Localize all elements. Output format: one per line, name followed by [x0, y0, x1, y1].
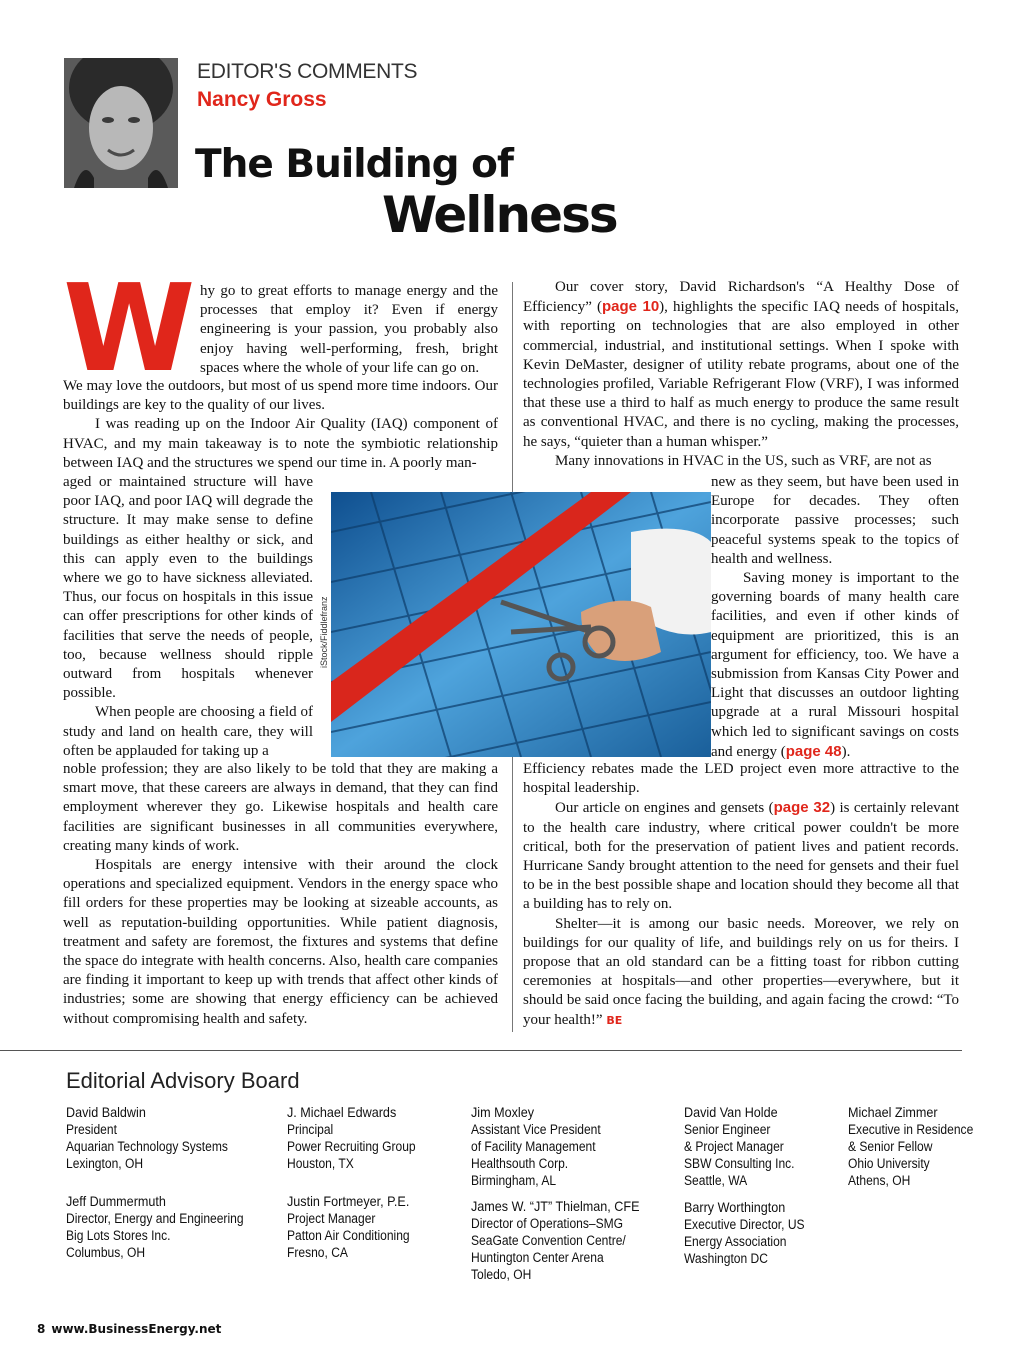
left-column-narrow [63, 473, 313, 761]
cover-story-paragraph: Our cover story, David Richardson's “A Healthy Dose of Efficiency” (page 10), highlights the specific IAQ needs of hospitals, with reporting on technologies that are also employed in other commercial, industrial, and institutional settings. When I spoke with Kevin DeMaster, designer of utility rebate programs, about one of the technologies profiled, Variable Refrigerant Flow (VRF), I was informed that these use a third to half as much energy to produce the same result as conventional HVAC, and there is no cycling, making the processes, he says, “quieter than a human whisper.” [523, 279, 959, 450]
page-number: 8 [37, 1322, 46, 1336]
photo-credit: iStock/Fiddlefranz [319, 596, 329, 668]
careers-paragraph-start: When people are choosing a field of study and land on health care, they will often be applauded for taking up a [63, 704, 313, 759]
author-photo [64, 58, 178, 188]
board-divider [0, 1050, 962, 1051]
page-48-link[interactable]: page 48 [785, 742, 842, 760]
end-mark: BE [606, 1013, 623, 1027]
intro-text-narrow [200, 282, 498, 378]
right-column-narrow [711, 473, 959, 762]
right-column-lower [523, 760, 959, 1030]
careers-paragraph-end: noble profession; they are also likely to be told that they are making a smart move, that these careers are always in demand, that they can find employment wherever they go. Likewise hospitals and health care facilities are significant businesses in all communities everywhere, creating many kinds of work. [63, 761, 498, 854]
iaq-paragraph-start: I was reading up on the Indoor Air Quality (IAQ) component of HVAC, and my main takeaway is to note the symbiotic relationship between IAQ and the structures we spend our time in. A poorly man- [63, 416, 498, 471]
section-kicker: EDITOR'S COMMENTS [197, 60, 418, 83]
iaq-paragraph-end: aged or maintained structure will have poor IAQ, and poor IAQ will degrade the structure. It may make sense to define buildings as either healthy or sick, and this can apply even to the buildings where we go to have sickness alleviated. Thus, our focus on hospitals in this issue can offer prescriptions for other kinds of facilities that serve the needs of people, too, because wellness should ripple outward from hospitals whenever possible. [63, 474, 313, 702]
board-member: James W. “JT” Thielman, CFE Director of Operations–SMG SeaGate Convention Centre/ Huntington Center Arena Toledo, OH [471, 1198, 640, 1282]
savings-paragraph-end: Efficiency rebates made the LED project even more attractive to the hospital leadership. [523, 761, 959, 797]
board-title: Editorial Advisory Board [66, 1068, 300, 1093]
page-footer [37, 1322, 221, 1336]
page-32-link[interactable]: page 32 [773, 799, 831, 817]
left-column-lower [63, 760, 498, 1029]
board-member: Michael Zimmer Executive in Residence & Senior Fellow Ohio University Athens, OH [848, 1104, 974, 1188]
intro-paragraph-end: We may love the outdoors, but most of us spend more time indoors. Our buildings are key to the quality of our lives. [63, 378, 498, 414]
closing-paragraph: Shelter—it is among our basic needs. Moreover, we rely on buildings for our quality of life, and buildings rely on us for theirs. I propose that an old standard can be a fitting toast for ribbon cutting ceremonies at hospitals—and other properties—everywhere, but it should be said once facing the building, and again facing the crowd: “To your health!” BE [523, 915, 959, 1028]
board-member: Jeff Dummermuth Director, Energy and Engineering Big Lots Stores Inc. Columbus, OH [66, 1193, 244, 1260]
headline-line-1: The Building of [195, 142, 513, 187]
right-column-upper [523, 278, 959, 471]
intro-paragraph-start: hy go to great efforts to manage energy and the processes that employ it? Even if energy engineering is your passion, you probably also enjoy having well-performing, fresh, bright spaces where the whole of your life can go on. [200, 283, 498, 376]
gensets-paragraph: Our article on engines and gensets (page 32) is certainly relevant to the health care industry, where critical power couldn't be more critical, both for the preservation of patient lives and patient records. Hurricane Sandy brought attention to the need for gensets and their fuel to be in the best possible shape and location should they become all that a building has to rely on. [523, 799, 959, 913]
board-member: Justin Fortmeyer, P.E. Project Manager Patton Air Conditioning Fresno, CA [287, 1193, 410, 1260]
savings-paragraph-start: Saving money is important to the governing boards of many health care facilities, and even if other kinds of equipment are prioritized, this is an argument for efficiency, too. We have a submission from Kansas City Power and Light that discusses an outdoor lighting upgrade at a rural Missouri hospital which led to significant savings on costs and energy (page 48). [711, 570, 959, 760]
board-member: J. Michael Edwards Principal Power Recruiting Group Houston, TX [287, 1104, 416, 1171]
board-member: Jim Moxley Assistant Vice President of Facility Management Healthsouth Corp. Birmingham, AL [471, 1104, 601, 1188]
drop-cap: W [63, 260, 190, 399]
footer-url[interactable]: www.BusinessEnergy.net [51, 1322, 222, 1336]
vrf-paragraph-end: new as they seem, but have been used in Europe for decades. They often incorporate passive processes; such peaceful systems speak to the topics of health and wellness. [711, 474, 959, 567]
page-10-link[interactable]: page 10 [601, 298, 660, 316]
board-member: David Baldwin President Aquarian Technology Systems Lexington, OH [66, 1104, 228, 1171]
board-member: Barry Worthington Executive Director, US Energy Association Washington DC [684, 1199, 805, 1266]
ribbon-cutting-image [331, 492, 711, 757]
headline-line-2: Wellness [382, 186, 617, 244]
hospitals-paragraph: Hospitals are energy intensive with their around the clock operations and specialized equipment. Vendors in the energy space who fill orders for these properties may be looking at sizeable accounts, as well as reputation-building opportunities. While patient diagnosis, treatment and safety are foremost, the fixtures and systems that define the space do integrate with health concerns. Also, health care companies are finding it important to keep up with trends that affect other kinds of industries; some are showing that energy efficiency can be achieved without compromising health and safety. [63, 857, 498, 1027]
left-column-upper [63, 377, 498, 473]
author-name: Nancy Gross [197, 88, 327, 111]
board-member: David Van Holde Senior Engineer & Project Manager SBW Consulting Inc. Seattle, WA [684, 1104, 795, 1188]
vrf-paragraph-start: Many innovations in HVAC in the US, such as VRF, are not as [555, 452, 932, 469]
